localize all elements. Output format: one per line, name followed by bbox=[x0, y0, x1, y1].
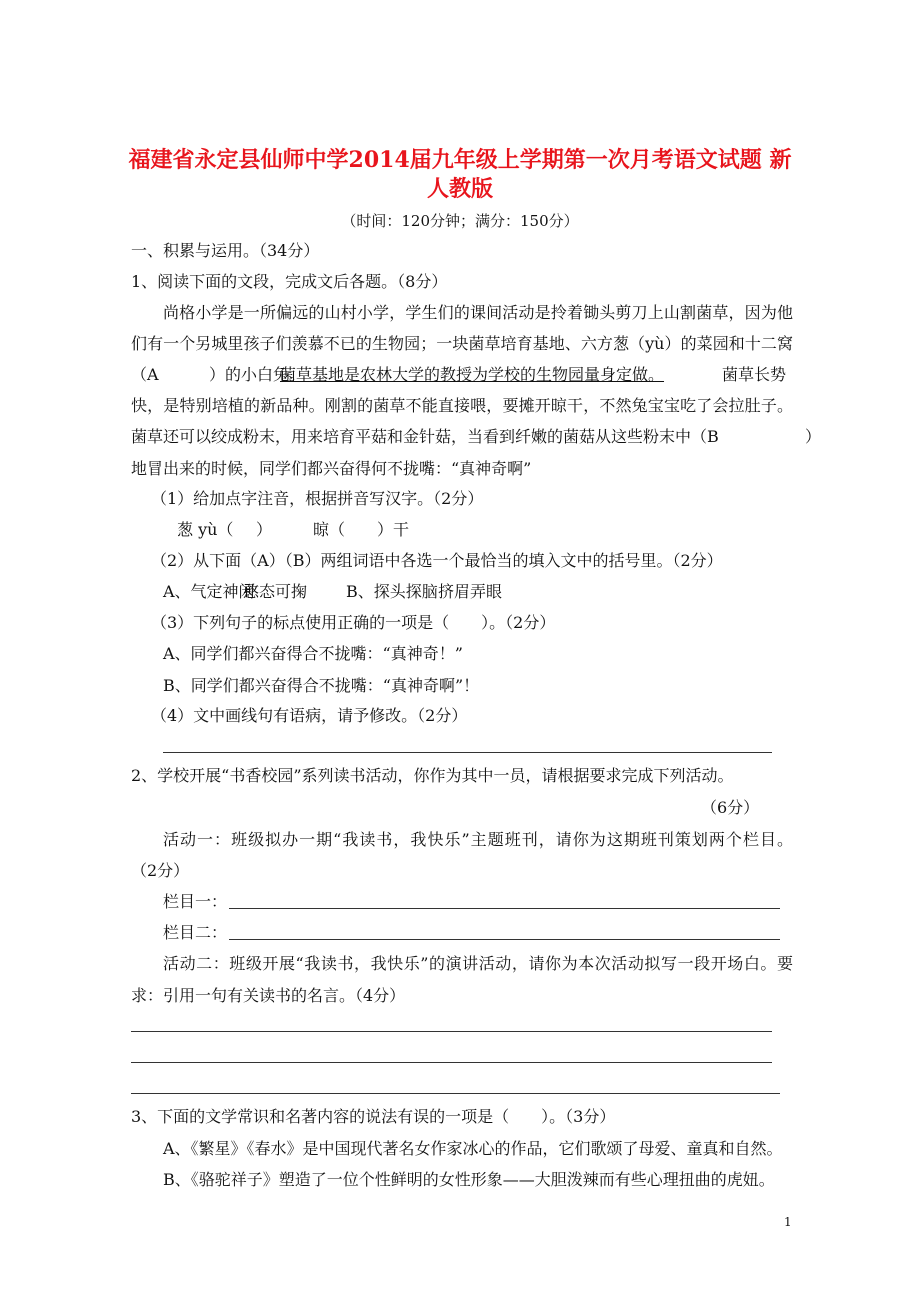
option: 挤眉弄眼 bbox=[438, 582, 503, 601]
section-heading: 一、积累与运用。（34分） bbox=[131, 241, 320, 260]
sub-question-1: （1）给加点字注音，根据拼音写汉字。（2分） bbox=[151, 489, 484, 508]
pinyin-item: 葱 yù（ bbox=[177, 520, 234, 539]
page-number: 1 bbox=[784, 1215, 792, 1229]
column-1-label: 栏目一： bbox=[163, 892, 228, 911]
option: A、气定神闲 bbox=[163, 582, 255, 601]
blank-a-close: ）的小白兔。 bbox=[209, 365, 306, 384]
passage-text: 菌草长势 bbox=[722, 365, 787, 384]
question-2-heading: 2、学校开展“书香校园”系列读书活动，你作为其中一员，请根据要求完成下列活动。 bbox=[131, 766, 734, 785]
option: B、《骆驼祥子》塑造了一位个性鲜明的女性形象——大胆泼辣而有些心理扭曲的虎妞。 bbox=[163, 1170, 775, 1189]
passage-line: 们有一个另城里孩子们羡慕不已的生物园；一块菌草培育基地、六方葱（yù）的菜园和十二窝 bbox=[131, 334, 793, 353]
option: B、同学们都兴奋得合不拢嘴：“真神奇啊”！ bbox=[163, 676, 480, 695]
answer-line[interactable] bbox=[131, 1031, 772, 1032]
column-2-label: 栏目二： bbox=[163, 923, 228, 942]
blank-a-open: （A bbox=[131, 365, 159, 384]
pinyin-item: ） bbox=[256, 520, 273, 539]
option: B、探头探脑 bbox=[346, 582, 438, 601]
option: 憨态可掬 bbox=[243, 582, 308, 601]
sub-question-3: （3）下列句子的标点使用正确的一项是（ ）。（2分） bbox=[151, 613, 556, 632]
option: A、同学们都兴奋得合不拢嘴：“真神奇！” bbox=[163, 644, 463, 663]
sub-question-4: （4）文中画线句有语病，请予修改。（2分） bbox=[151, 706, 468, 725]
question-1-heading: 1、阅读下面的文段，完成文后各题。（8分） bbox=[131, 272, 448, 291]
column-1-answer-line[interactable] bbox=[229, 908, 780, 909]
activity-1-score: （2分） bbox=[131, 861, 190, 880]
activity-1: 活动一：班级拟办一期“我读书，我快乐”主题班刊，请你为这期班刊策划两个栏目。 bbox=[163, 830, 793, 849]
title-line-2: 人教版 bbox=[426, 176, 493, 202]
passage-line: 地冒出来的时候，同学们都兴奋得何不拢嘴：“真神奇啊” bbox=[131, 459, 532, 478]
pinyin-item: ）干 bbox=[377, 520, 410, 539]
question-3-heading: 3、下面的文学常识和名著内容的说法有误的一项是（ ）。（3分） bbox=[131, 1107, 616, 1126]
answer-line[interactable] bbox=[131, 1093, 780, 1094]
answer-line[interactable] bbox=[131, 1062, 772, 1063]
underlined-sentence: 菌草基地是农林大学的教授为学校的生物园量身定做。 bbox=[280, 365, 665, 384]
question-2-score: （6分） bbox=[701, 798, 760, 817]
activity-2: 活动二：班级开展“我读书，我快乐”的演讲活动，请你为本次活动拟写一段开场白。要 bbox=[163, 954, 793, 973]
sub-question-2: （2）从下面（A）（B）两组词语中各选一个最恰当的填入文中的括号里。（2分） bbox=[151, 551, 723, 570]
passage-line: 快，是特别培植的新品种。刚割的菌草不能直接喂，要摊开晾干，不然兔宝宝吃了会拉肚子。 bbox=[131, 396, 793, 415]
answer-line[interactable] bbox=[163, 752, 772, 753]
passage-line: 尚格小学是一所偏远的山村小学，学生们的课间活动是拎着锄头剪刀上山割菌草，因为他 bbox=[163, 303, 793, 322]
passage-line: 菌草还可以绞成粉末，用来培育平菇和金针菇，当看到纤嫩的菌菇从这些粉末中（B bbox=[131, 427, 719, 446]
blank-b-close: ） bbox=[805, 427, 822, 446]
option: A、《繁星》《春水》是中国现代著名女作家冰心的作品，它们歌颂了母爱、童真和自然。 bbox=[163, 1139, 783, 1158]
title-line-1: 福建省永定县仙师中学2014届九年级上学期第一次月考语文试题 新 bbox=[128, 147, 792, 173]
activity-2-requirement: 求：引用一句有关读书的名言。（4分） bbox=[131, 986, 406, 1005]
exam-info: （时间：120分钟；满分：150分） bbox=[341, 212, 579, 230]
column-2-answer-line[interactable] bbox=[229, 939, 780, 940]
pinyin-item: 晾（ bbox=[313, 520, 346, 539]
